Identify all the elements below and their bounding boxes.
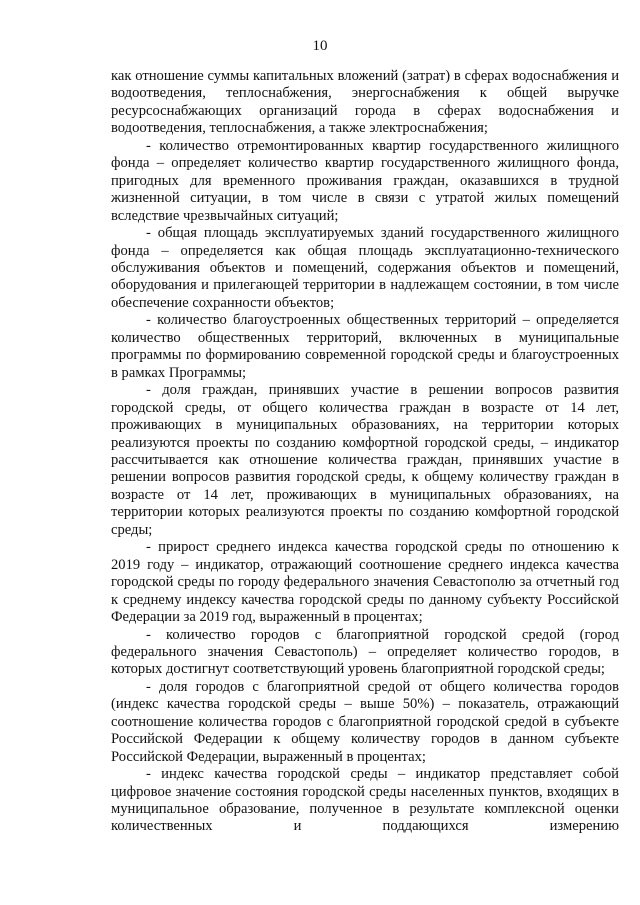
paragraph-favorable-cities-share: - доля городов с благоприятной средой от общего количества городов (индекс качества городской среды – выше 50%) – показатель, отражающий соотношение количества городов с благоприятной городской средой в субъекте Российской Федерации к общему количеству городов в данном субъекте Российской Федерации, выраженный в процентах; [111,678,619,765]
paragraph-capital-investment-ratio: как отношение суммы капитальных вложений (затрат) в сферах водоснабжения и водоотведения, теплоснабжения, энергоснабжения к общей выручке ресурсоснабжающих организаций города в сферах водоснабжения и водоотведения, теплоснабжения, а также электроснабжения; [111,68,619,137]
page-number: 10 [312,38,328,54]
paragraph-public-territories: - количество благоустроенных общественных территорий – определяется количество общественных территорий, включенных в муниципальные программы по формированию современной городской среды и благоустроенных в рамках Программы; [111,312,619,381]
paragraph-urban-quality-index: - индекс качества городской среды – индикатор представляет собой цифровое значение состояния городской среды населенных пунктов, входящих в муниципальное образование, полученное в результате комплексной оценки количественных и поддающихся измерению [111,766,619,835]
paragraph-citizen-participation: - доля граждан, принявших участие в решении вопросов развития городской среды, от общего количества граждан в возрасте от 14 лет, проживающих в муниципальных образованиях, на территории которых реализуются проекты по созданию комфортной городской среды, – индикатор рассчитывается как отношение количества граждан, принявших участие в решении вопросов развития городской среды, к общему количеству граждан в возрасте от 14 лет, проживающих в муниципальных образованиях, на территории которых реализуются проекты по созданию комфортной городской среды; [111,382,619,538]
paragraph-building-area: - общая площадь эксплуатируемых зданий государственного жилищного фонда – определяется как общая площадь эксплуатационно-технического обслуживания объектов и помещений, содержания объектов и помещений, оборудования и прилегающей территории в надлежащем состоянии, в том числе обеспечение сохранности объектов; [111,225,619,311]
paragraph-repaired-apartments: - количество отремонтированных квартир государственного жилищного фонда – определяет количество квартир государственного жилищного фонда, пригодных для временного проживания граждан, оказавшихся в трудной жизненной ситуации, в том числе в связи с утратой жилых помещений вследствие чрезвычайных ситуаций; [111,137,619,224]
paragraph-favorable-cities-count: - количество городов с благоприятной городской средой (город федерального значения Севастополь) – определяет количество городов, в которых достигнут соответствующий уровень благоприятной городской среды; [111,626,619,678]
paragraph-urban-index-growth: - прирост среднего индекса качества городской среды по отношению к 2019 году – индикатор, отражающий соотношение среднего индекса качества городской среды по городу федерального значения Севастополю за отчетный год к среднему индексу качества городской среды по данному субъекту Российской Федерации за 2019 год, выраженный в процентах; [111,539,619,626]
document-body [111,68,619,836]
